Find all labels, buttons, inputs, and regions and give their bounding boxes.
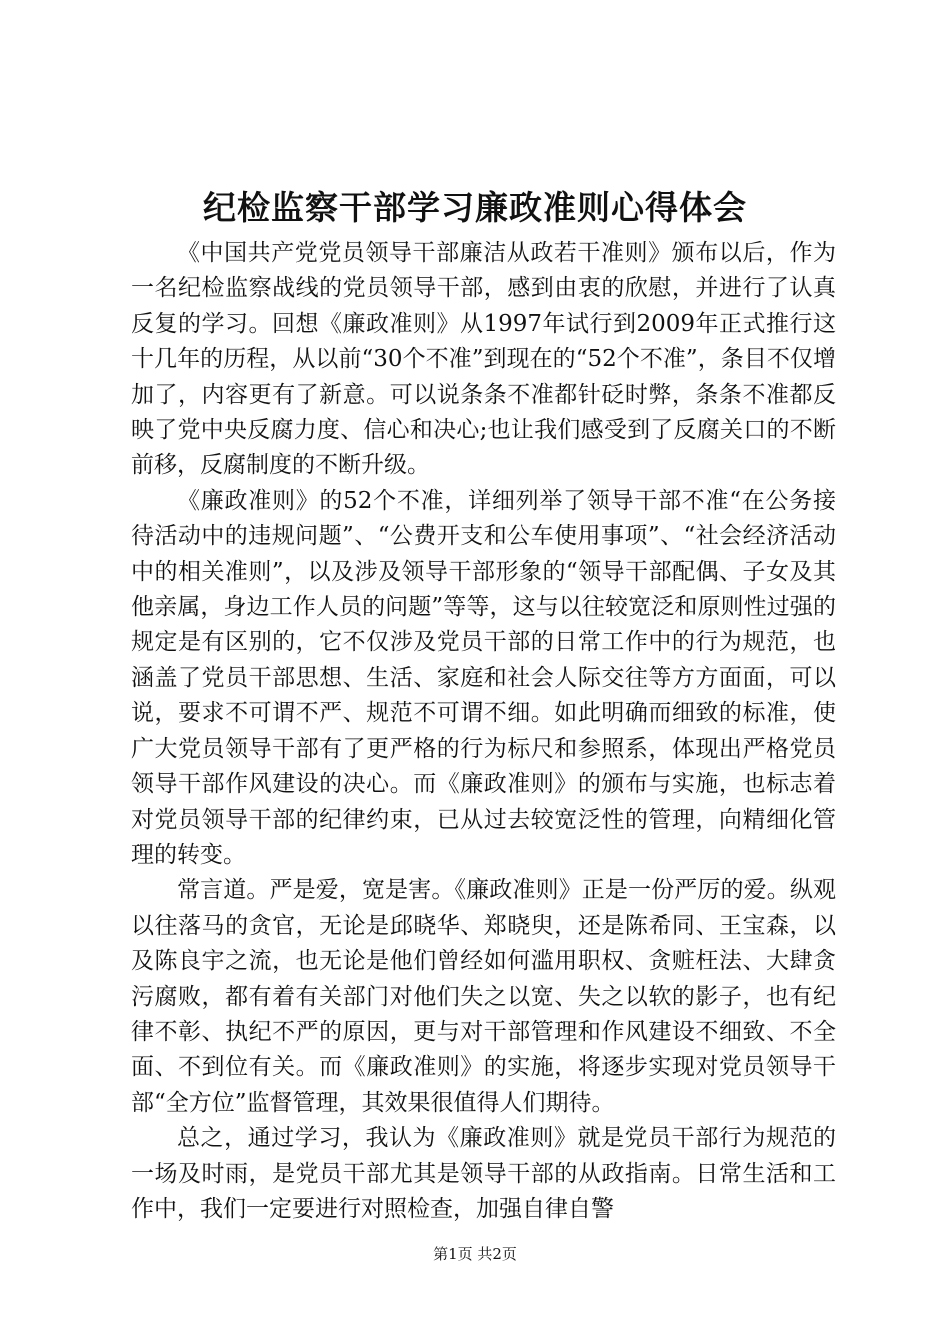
document-title: 纪检监察干部学习廉政准则心得体会 <box>203 188 747 227</box>
page-number: 第1页 <box>433 1245 473 1263</box>
paragraph-1: 《中国共产党党员领导干部廉洁从政若干准则》颁布以后，作为一名纪检监察战线的党员领导干部，感到由衷的欣慰，并进行了认真反复的学习。回想《廉政准则》从1997年试行到2009年正式推行这十几年的历程，从以前“30个不准”到现在的“52个不准”，条目不仅增加了，内容更有了新意。可以说条条不准都针砭时弊，条条不准都反映了党中央反腐力度、信心和决心;也让我们感受到了反腐关口的不断前移，反腐制度的不断升级。 <box>131 240 836 479</box>
paragraph-4: 总之，通过学习，我认为《廉政准则》就是党员干部行为规范的一场及时雨，是党员干部尤其是领导干部的从政指南。日常生活和工作中，我们一定要进行对照检查，加强自律自警 <box>131 1125 836 1222</box>
page-total: 共2页 <box>477 1245 517 1263</box>
paragraph-3: 常言道。严是爱，宽是害。《廉政准则》正是一份严厉的爱。纵观以往落马的贪官，无论是邱晓华、郑晓臾，还是陈希同、王宝森，以及陈良宇之流，也无论是他们曾经如何滥用职权、贪赃枉法、大肆贪污腐败，都有着有关部门对他们失之以宽、失之以软的影子，也有纪律不彰、执纪不严的原因，更与对干部管理和作风建设不细致、不全面、不到位有关。而《廉政准则》的实施，将逐步实现对党员领导干部“全方位”监督管理，其效果很值得人们期待。 <box>131 877 836 1116</box>
document-body <box>131 236 836 1227</box>
page-footer <box>0 1242 950 1266</box>
paragraph-2: 《廉政准则》的52个不准，详细列举了领导干部不准“在公务接待活动中的违规问题”、“公费开支和公车使用事项”、“社会经济活动中的相关准则”，以及涉及领导干部形象的“领导干部配偶、子女及其他亲属，身边工作人员的问题”等等，这与以往较宽泛和原则性过强的规定是有区别的，它不仅涉及党员干部的日常工作中的行为规范，也涵盖了党员干部思想、生活、家庭和社会人际交往等方方面面，可以说，要求不可谓不严、规范不可谓不细。如此明确而细致的标准，使广大党员领导干部有了更严格的行为标尺和参照系，体现出严格党员领导干部作风建设的决心。而《廉政准则》的颁布与实施，也标志着对党员领导干部的纪律约束，已从过去较宽泛性的管理，向精细化管理的转变。 <box>131 487 836 868</box>
